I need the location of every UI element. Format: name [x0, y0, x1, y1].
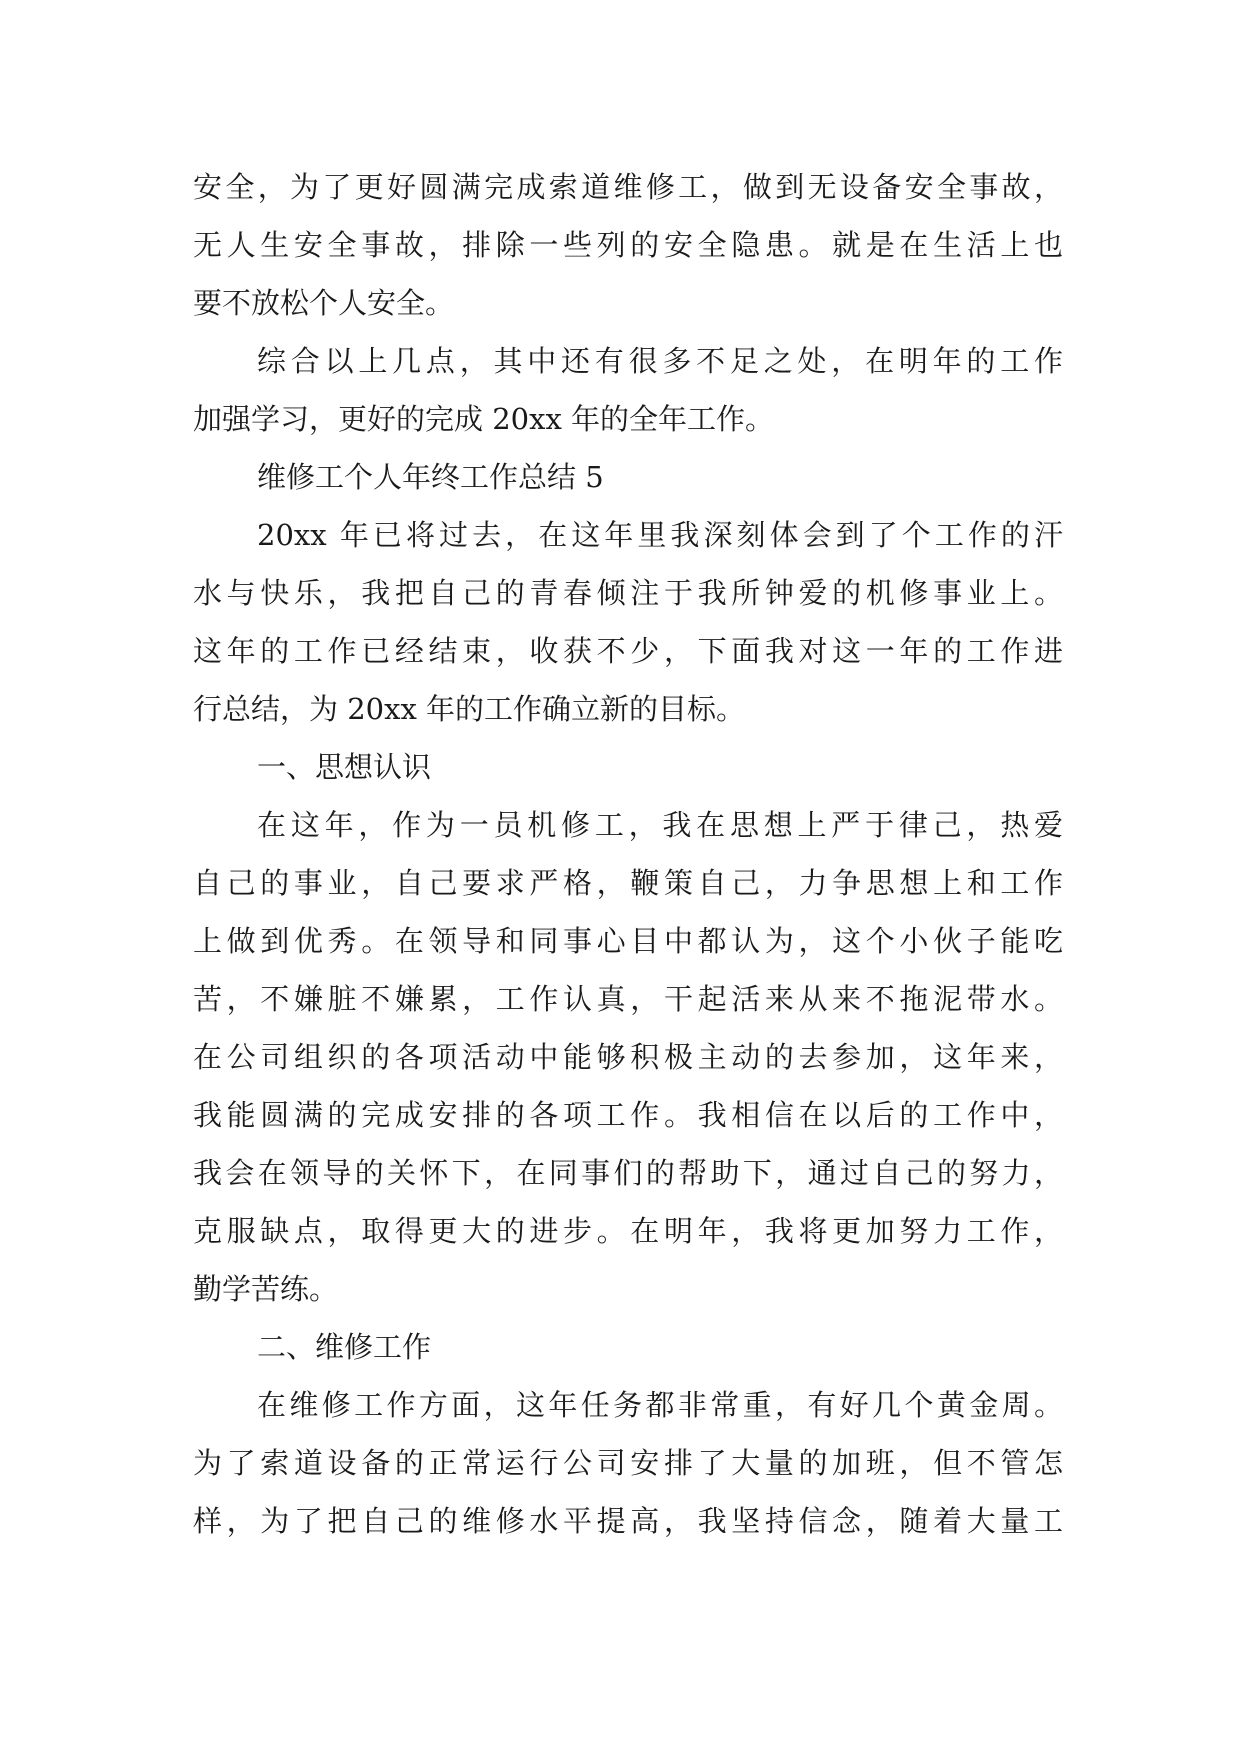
- text-line: 这年的工作已经结束，收获不少，下面我对这一年的工作进: [193, 634, 1063, 668]
- text-line: 样，为了把自己的维修水平提高，我坚持信念，随着大量工: [193, 1504, 1063, 1538]
- text-line: 勤学苦练。: [193, 1272, 339, 1306]
- text-line: 我能圆满的完成安排的各项工作。我相信在以后的工作中，: [193, 1098, 1063, 1132]
- section-heading: 一、思想认识: [257, 750, 432, 784]
- paragraph-start-line: 综合以上几点，其中还有很多不足之处，在明年的工作: [257, 344, 1063, 378]
- section-heading: 维修工个人年终工作总结 5: [257, 460, 604, 494]
- text-line: 安全，为了更好圆满完成索道维修工，做到无设备安全事故，: [193, 170, 1063, 204]
- text-line: 水与快乐，我把自己的青春倾注于我所钟爱的机修事业上。: [193, 576, 1063, 610]
- text-line: 上做到优秀。在领导和同事心目中都认为，这个小伙子能吃: [193, 924, 1063, 958]
- document-body: [193, 158, 1063, 1550]
- paragraph-start-line: 20xx 年已将过去，在这年里我深刻体会到了个工作的汗: [257, 518, 1063, 552]
- paragraph-start-line: 在维修工作方面，这年任务都非常重，有好几个黄金周。: [257, 1388, 1063, 1422]
- text-line: 加强学习，更好的完成 20xx 年的全年工作。: [193, 402, 775, 436]
- text-line: 行总结，为 20xx 年的工作确立新的目标。: [193, 692, 746, 726]
- text-line: 为了索道设备的正常运行公司安排了大量的加班，但不管怎: [193, 1446, 1063, 1480]
- text-line: 无人生安全事故，排除一些列的安全隐患。就是在生活上也: [193, 228, 1063, 262]
- section-heading: 二、维修工作: [257, 1330, 432, 1364]
- text-line: 我会在领导的关怀下，在同事们的帮助下，通过自己的努力，: [193, 1156, 1063, 1190]
- paragraph-start-line: 在这年，作为一员机修工，我在思想上严于律己，热爱: [257, 808, 1063, 842]
- text-line: 要不放松个人安全。: [193, 286, 455, 320]
- text-line: 苦，不嫌脏不嫌累，工作认真，干起活来从来不拖泥带水。: [193, 982, 1063, 1016]
- text-line: 克服缺点，取得更大的进步。在明年，我将更加努力工作，: [193, 1214, 1063, 1248]
- text-line: 自己的事业，自己要求严格，鞭策自己，力争思想上和工作: [193, 866, 1063, 900]
- text-line: 在公司组织的各项活动中能够积极主动的去参加，这年来，: [193, 1040, 1063, 1074]
